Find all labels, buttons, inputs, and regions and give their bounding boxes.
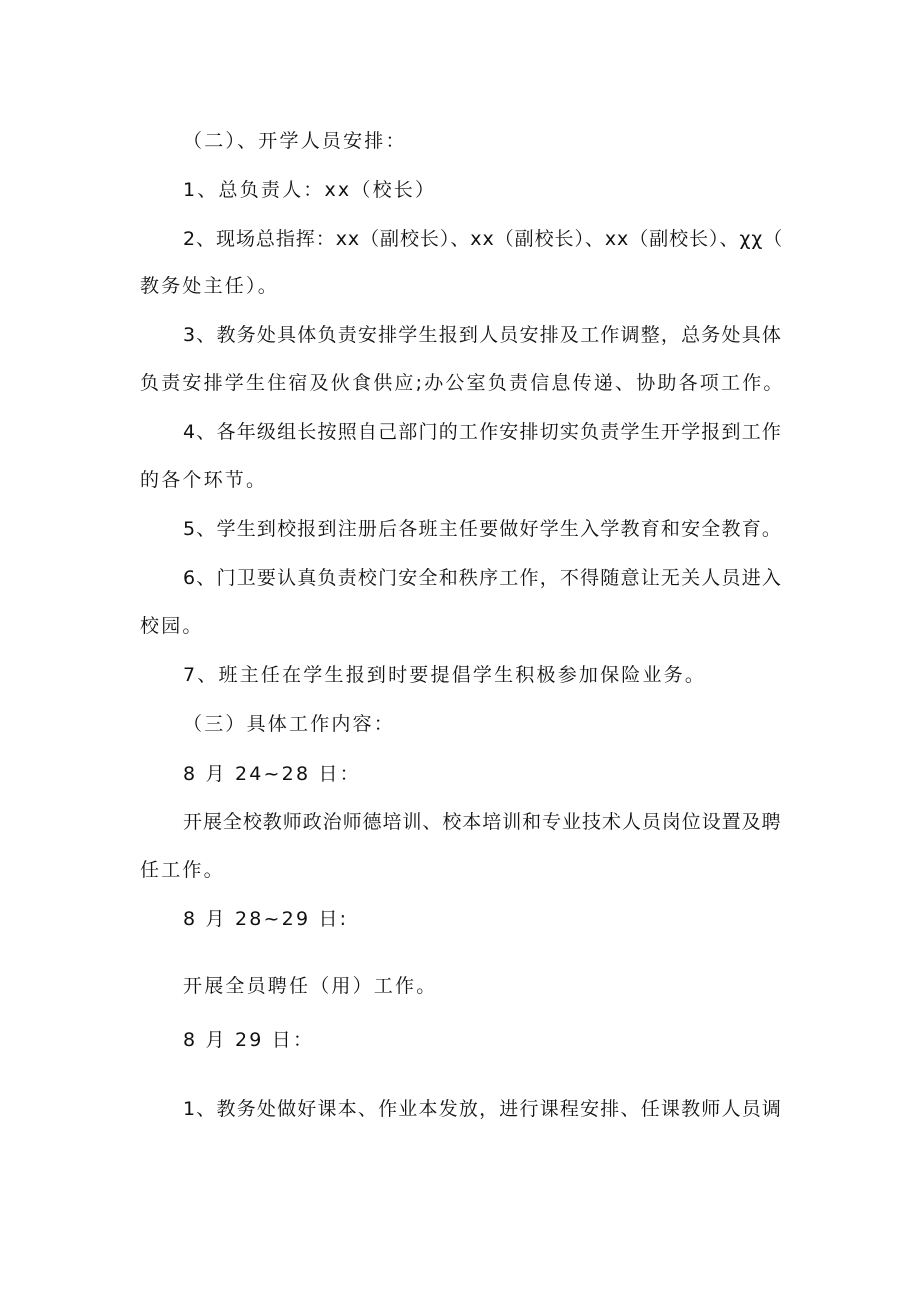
paragraph-line: 开展全校教师政治师德培训、校本培训和专业技术人员岗位设置及聘 <box>183 811 782 833</box>
paragraph-line: 1、教务处做好课本、作业本发放，进行课程安排、任课教师人员调 <box>183 1098 783 1120</box>
paragraph-line: 教务处主任）。 <box>140 275 279 297</box>
paragraph-line: 开展全员聘任（用）工作。 <box>183 975 438 997</box>
paragraph-line: 负责安排学生住宿及伙食供应;办公室负责信息传递、协助各项工作。 <box>140 372 785 394</box>
paragraph-line: 7、班主任在学生报到时要提倡学生积极参加保险业务。 <box>183 664 707 686</box>
paragraph-line: 4、各年级组长按照自己部门的工作安排切实负责学生开学报到工作 <box>183 421 783 443</box>
date-heading: 8 月 28~29 日: <box>183 908 349 930</box>
paragraph-line: 2、现场总指挥：xx（副校长）、xx（副校长）、xx（副校长）、χχ（ <box>183 228 784 250</box>
paragraph-line: 1、总负责人：xx（校长） <box>183 179 437 201</box>
date-heading: 8 月 29 日： <box>183 1029 315 1051</box>
paragraph-line: 任工作。 <box>140 859 225 881</box>
paragraph-line: 5、学生到校报到注册后各班主任要做好学生入学教育和安全教育。 <box>183 518 783 540</box>
section-heading-work-content: （三）具体工作内容： <box>183 713 396 735</box>
section-heading-staff-arrangement: （二）、开学人员安排： <box>183 130 407 152</box>
paragraph-line: 6、门卫要认真负责校门安全和秩序工作，不得随意让无关人员进入 <box>183 567 783 589</box>
paragraph-line: 的各个环节。 <box>140 469 268 491</box>
date-heading: 8 月 24~28 日： <box>183 763 361 785</box>
paragraph-line: 校园。 <box>140 615 204 637</box>
paragraph-line: 3、教务处具体负责安排学生报到人员安排及工作调整，总务处具体 <box>183 324 783 346</box>
